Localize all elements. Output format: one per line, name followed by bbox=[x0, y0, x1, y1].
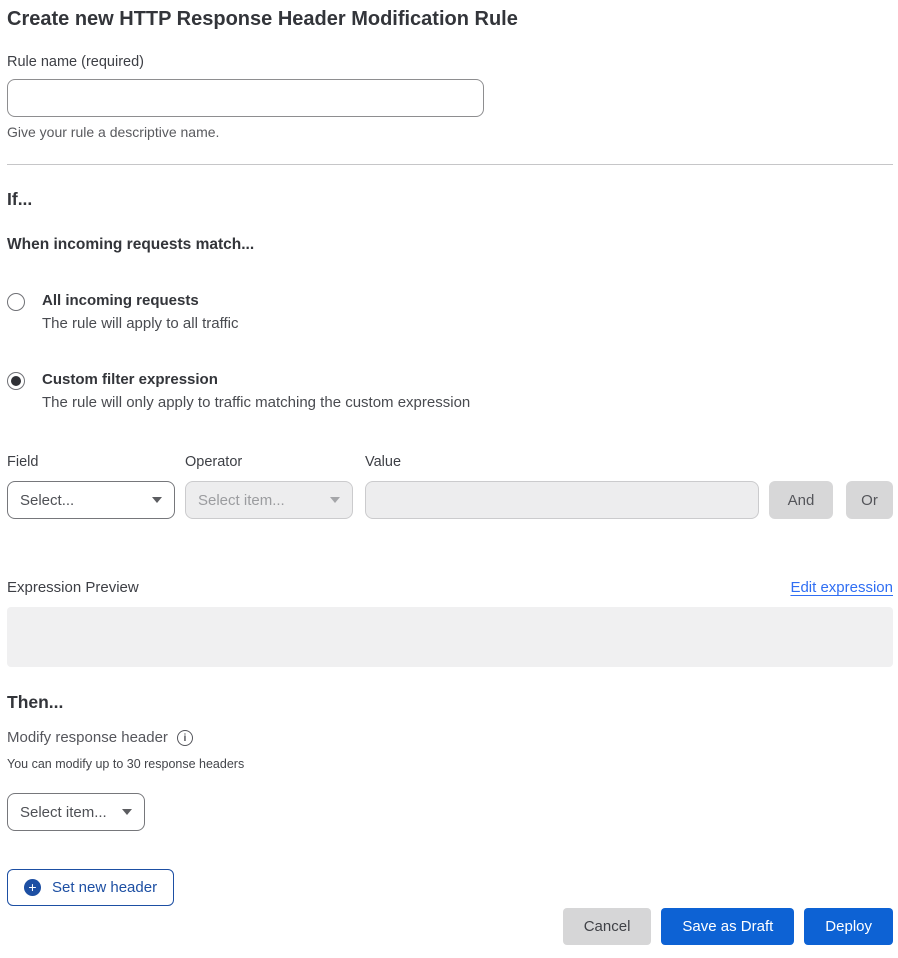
field-column bbox=[7, 454, 175, 519]
radio-option-all-requests[interactable] bbox=[7, 292, 893, 332]
header-action-select-value: Select item... bbox=[20, 803, 107, 821]
radio-label-all-requests: All incoming requests bbox=[42, 292, 199, 309]
then-heading: Then... bbox=[7, 692, 64, 712]
radio-option-custom-filter[interactable] bbox=[7, 371, 893, 411]
radio-texts bbox=[42, 371, 470, 411]
page-title: Create new HTTP Response Header Modification Rule bbox=[7, 8, 518, 30]
chevron-down-icon bbox=[330, 497, 340, 503]
set-new-header-label: Set new header bbox=[52, 879, 158, 896]
header-action-select[interactable] bbox=[7, 793, 145, 831]
rule-name-hint: Give your rule a descriptive name. bbox=[7, 124, 220, 140]
footer-actions bbox=[7, 908, 893, 945]
save-as-draft-button[interactable]: Save as Draft bbox=[661, 908, 794, 945]
radio-icon-unselected[interactable] bbox=[7, 293, 25, 311]
or-button[interactable]: Or bbox=[846, 481, 893, 519]
modify-header-hint: You can modify up to 30 response headers bbox=[7, 757, 245, 771]
plus-icon bbox=[24, 879, 41, 896]
info-icon[interactable] bbox=[177, 730, 193, 746]
deploy-button[interactable]: Deploy bbox=[804, 908, 893, 945]
operator-label: Operator bbox=[185, 454, 243, 470]
radio-desc-custom-filter: The rule will only apply to traffic matching the custom expression bbox=[42, 394, 471, 411]
radio-icon-selected[interactable] bbox=[7, 372, 25, 390]
radio-desc-all-requests: The rule will apply to all traffic bbox=[42, 315, 239, 332]
rule-name-input[interactable] bbox=[7, 79, 484, 117]
field-select[interactable] bbox=[7, 481, 175, 519]
edit-expression-link[interactable]: Edit expression bbox=[790, 579, 893, 596]
field-select-value: Select... bbox=[20, 491, 75, 509]
expression-preview-header bbox=[7, 579, 893, 596]
set-new-header-button[interactable] bbox=[7, 869, 174, 906]
value-input[interactable] bbox=[365, 481, 759, 519]
modify-header-row bbox=[7, 729, 893, 746]
expression-preview-label: Expression Preview bbox=[7, 579, 139, 596]
chevron-down-icon bbox=[122, 809, 132, 815]
field-label: Field bbox=[7, 454, 39, 470]
if-heading: If... bbox=[7, 189, 33, 209]
match-subheading: When incoming requests match... bbox=[7, 236, 255, 253]
radio-texts bbox=[42, 292, 238, 332]
chevron-down-icon bbox=[152, 497, 162, 503]
operator-select-value: Select item... bbox=[198, 491, 285, 509]
operator-column bbox=[185, 454, 353, 519]
section-divider bbox=[7, 164, 893, 165]
radio-label-custom-filter: Custom filter expression bbox=[42, 371, 218, 388]
expression-preview-box bbox=[7, 607, 893, 667]
and-button[interactable]: And bbox=[769, 481, 833, 519]
operator-select[interactable] bbox=[185, 481, 353, 519]
cancel-button[interactable]: Cancel bbox=[563, 908, 652, 945]
rule-name-label: Rule name (required) bbox=[7, 54, 145, 70]
expression-builder-row bbox=[7, 454, 893, 519]
value-label: Value bbox=[365, 454, 402, 470]
value-column bbox=[365, 454, 759, 519]
modify-response-header-label: Modify response header bbox=[7, 729, 168, 746]
